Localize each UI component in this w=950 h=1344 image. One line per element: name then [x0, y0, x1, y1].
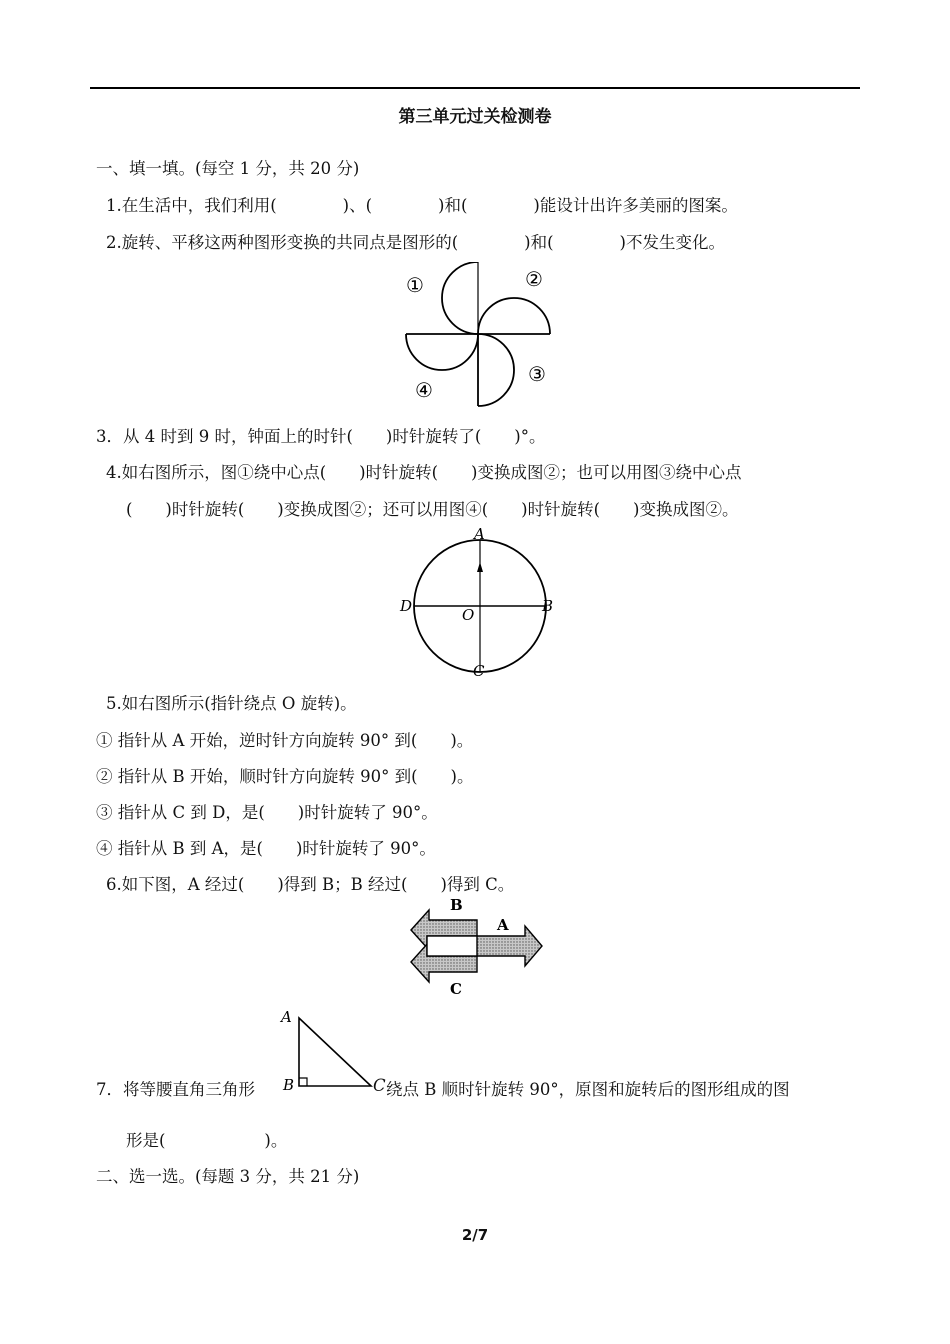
dial-figure	[392, 522, 567, 682]
pointer-arrowhead	[477, 562, 483, 572]
pinwheel-figure	[395, 262, 560, 414]
dial-label-o: O	[462, 606, 475, 624]
question-3: 3．从 4 时到 9 时，钟面上的时针( )时针旋转了( )°。	[96, 427, 546, 446]
question-5-item-1: ① 指针从 A 开始，逆时针方向旋转 90° 到( )。	[96, 731, 474, 750]
crescent-4	[406, 334, 478, 370]
question-5-item-4: ④ 指针从 B 到 A，是( )时针旋转了 90°。	[96, 839, 436, 858]
right-triangle	[299, 1018, 371, 1086]
question-4-line-1: 4.如右图所示，图①绕中心点( )时针旋转( )变换成图②；也可以用图③绕中心点	[106, 463, 742, 482]
section-1-heading: 一、填一填。(每空 1 分，共 20 分)	[96, 159, 360, 178]
question-4-line-2: ( )时针旋转( )变换成图②；还可以用图④( )时针旋转( )变换成图②。	[126, 500, 739, 519]
section-2-heading: 二、选一选。(每题 3 分，共 21 分)	[96, 1167, 360, 1186]
dial-label-d: D	[400, 597, 413, 615]
header-rule	[90, 87, 860, 89]
page-title: 第三单元过关检测卷	[398, 107, 552, 127]
question-7-line-2: 形是( )。	[126, 1131, 288, 1150]
page-number: 2/7	[461, 1226, 489, 1244]
triangle-label-c: C	[373, 1076, 386, 1095]
pinwheel-label-2: ②	[525, 267, 543, 291]
crescent-1	[442, 262, 478, 334]
pinwheel-label-3: ③	[528, 362, 546, 386]
triangle-label-a: A	[281, 1008, 292, 1026]
arrow-label-c: C	[450, 980, 462, 998]
dial-label-c: C	[473, 662, 485, 680]
pinwheel-label-1: ①	[406, 273, 424, 297]
dial-label-a: A	[474, 525, 485, 543]
arrow-label-b: B	[450, 896, 463, 914]
crescent-3	[478, 334, 514, 406]
question-6: 6.如下图，A 经过( )得到 B；B 经过( )得到 C。	[106, 875, 515, 894]
arrows-figure	[405, 896, 550, 1000]
arrow-label-a: A	[497, 916, 509, 934]
question-2: 2.旋转、平移这两种图形变换的共同点是图形的( )和( )不发生变化。	[106, 233, 725, 252]
dial-label-b: B	[542, 597, 554, 615]
question-5-item-2: ② 指针从 B 开始，顺时针方向旋转 90° 到( )。	[96, 767, 474, 786]
question-5-stem: 5.如右图所示(指针绕点 O 旋转)。	[106, 694, 357, 713]
question-7-prefix: 7．将等腰直角三角形	[96, 1080, 255, 1099]
question-1: 1.在生活中，我们利用( )、( )和( )能设计出许多美丽的图案。	[106, 196, 738, 215]
question-5-item-3: ③ 指针从 C 到 D，是( )时针旋转了 90°。	[96, 803, 438, 822]
triangle-label-b: B	[283, 1076, 295, 1094]
crescent-2	[478, 298, 550, 334]
question-7-suffix: 绕点 B 顺时针旋转 90°，原图和旋转后的图形组成的图	[386, 1080, 790, 1099]
pinwheel-label-4: ④	[415, 378, 433, 402]
triangle-figure	[279, 1008, 379, 1096]
